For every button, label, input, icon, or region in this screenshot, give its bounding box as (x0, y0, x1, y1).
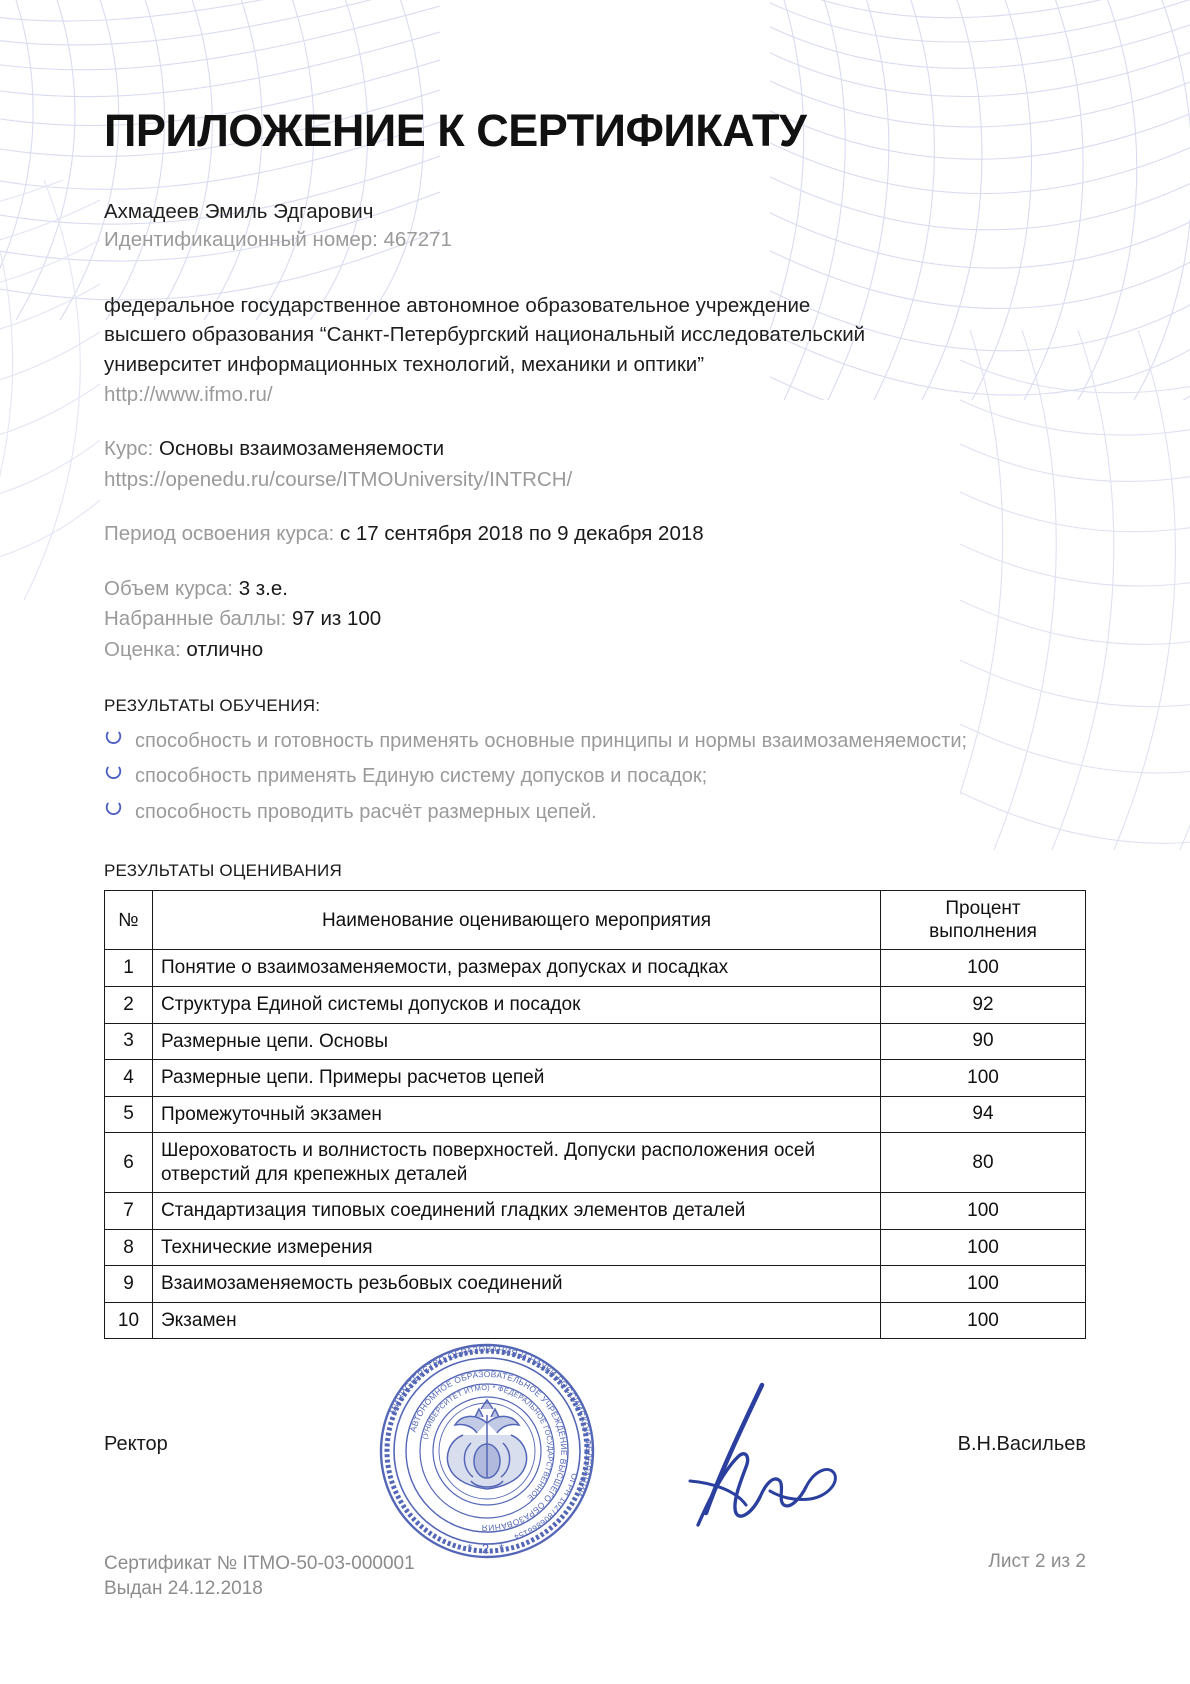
column-header-percent-line1: Процент (945, 898, 1021, 920)
row-number: 10 (105, 1302, 153, 1339)
organization-line-2: высшего образования “Санкт-Петербургский национальный исследовательский (104, 323, 866, 347)
signature-row (104, 1344, 1086, 1557)
row-number: 7 (105, 1193, 153, 1230)
organization-line-1: федеральное государственное автономное образовательное учреждение (104, 293, 811, 317)
page-title: ПРИЛОЖЕНИЕ К СЕРТИФИКАТУ (104, 105, 807, 156)
table-row (105, 1266, 1086, 1303)
svg-text:(УНИВЕРСИТЕТ ИТМО) * ФЕДЕРАЛЬН: (УНИВЕРСИТЕТ ИТМО) * ФЕДЕРАЛЬНОЕ ГОСУДАРСТВЕННОЕ (420, 1383, 556, 1503)
list-item (104, 725, 1086, 757)
course-mark-label: Оценка: (104, 638, 181, 662)
course-points-row (104, 604, 1086, 635)
list-item (104, 760, 1086, 792)
row-number: 5 (105, 1096, 153, 1133)
learning-outcome-text: способность применять Единую систему допусков и посадок; (135, 765, 708, 788)
organization-line-3: университет информационных технологий, механики и оптики” (104, 353, 705, 376)
row-activity-name: Шероховатость и волнистость поверхностей. Допуски расположения осей отверстий для крепежных деталей (153, 1133, 881, 1193)
row-number: 3 (105, 1023, 153, 1060)
course-mark-value: отлично (186, 638, 264, 662)
column-header-activity-name: Наименование оценивающего мероприятия (153, 891, 881, 950)
course-period-row (104, 519, 1086, 550)
row-activity-name: Понятие о взаимозаменяемости, размерах допусках и посадках (153, 950, 881, 987)
assessment-results-table (104, 890, 1086, 1339)
table-row (105, 1023, 1086, 1060)
course-label: Курс: (104, 437, 154, 461)
learning-outcome-text: способность проводить расчёт размерных цепей. (135, 800, 597, 823)
page-footer (104, 1551, 1086, 1602)
table-row (105, 1060, 1086, 1097)
row-activity-name: Взаимозаменяемость резьбовых соединений (153, 1266, 881, 1303)
svg-text:АВТОНОМНОЕ ОБРАЗОВАТЕЛЬНОЕ УЧР: АВТОНОМНОЕ ОБРАЗОВАТЕЛЬНОЕ УЧРЕЖДЕНИЕ ВЫСШЕГО ОБРАЗОВАНИЯ (407, 1369, 570, 1534)
row-percent: 100 (881, 1193, 1086, 1230)
row-percent: 100 (881, 1302, 1086, 1339)
table-row (105, 1096, 1086, 1133)
table-row (105, 1229, 1086, 1266)
table-row (105, 1133, 1086, 1193)
column-header-percent-line2: выполнения (929, 921, 1037, 943)
course-volume-row (104, 574, 1086, 605)
organization-block (104, 291, 1086, 410)
svg-text:* 2 *: * 2 * (467, 1541, 507, 1557)
course-volume-label: Объем курса: (104, 576, 233, 600)
row-activity-name: Экзамен (153, 1302, 881, 1339)
course-name-row (104, 434, 1086, 465)
assessment-results-heading: РЕЗУЛЬТАТЫ ОЦЕНИВАНИЯ (104, 861, 342, 881)
course-period-value: с 17 сентября 2018 по 9 декабря 2018 (339, 521, 704, 545)
column-header-percent (881, 891, 1086, 950)
course-period-label: Период освоения курса: (104, 521, 335, 545)
signatory-role: Ректор (104, 1433, 168, 1456)
row-activity-name: Промежуточный экзамен (153, 1096, 881, 1133)
arc-bullet-icon (105, 730, 122, 747)
course-period-block (104, 519, 1086, 550)
row-percent: 90 (881, 1023, 1086, 1060)
table-row (105, 986, 1086, 1023)
row-number: 4 (105, 1060, 153, 1097)
course-url[interactable]: https://openedu.ru/course/ITMOUniversity/INTRCH/ (104, 468, 573, 492)
handwritten-signature-icon (594, 1363, 864, 1533)
table-header-row (105, 891, 1086, 950)
course-volume-value: 3 з.е. (238, 576, 288, 600)
arc-bullet-icon (105, 765, 122, 782)
row-percent: 100 (881, 1229, 1086, 1266)
course-points-label: Набранные баллы: (104, 607, 287, 631)
svg-text:МИНИСТЕРСТВО ОБРАЗОВАНИЯ И НАУ: МИНИСТЕРСТВО ОБРАЗОВАНИЯ И НАУКИ РОССИЙСКОЙ ФЕДЕРАЦИИ (387, 1344, 595, 1499)
row-number: 1 (105, 950, 153, 987)
certificate-issue-date: Выдан 24.12.2018 (104, 1578, 263, 1600)
svg-text:ОГРН 1027806868154: ОГРН 1027806868154 (512, 1472, 580, 1543)
organization-url[interactable]: http://www.ifmo.ru/ (104, 382, 273, 406)
row-percent: 80 (881, 1133, 1086, 1193)
row-percent: 100 (881, 950, 1086, 987)
row-activity-name: Технические измерения (153, 1229, 881, 1266)
course-stats-block (104, 574, 1086, 666)
signatory-name: В.Н.Васильев (957, 1433, 1086, 1456)
row-percent: 94 (881, 1096, 1086, 1133)
row-number: 6 (105, 1133, 153, 1193)
learning-outcomes-heading: РЕЗУЛЬТАТЫ ОБУЧЕНИЯ: (104, 695, 321, 715)
row-number: 9 (105, 1266, 153, 1303)
row-percent: 100 (881, 1266, 1086, 1303)
official-seal-icon (367, 1331, 607, 1571)
column-header-number: № (105, 891, 153, 950)
learning-outcome-text: способность и готовность применять основные принципы и нормы взаимозаменяемости; (135, 729, 968, 752)
row-percent: 100 (881, 1060, 1086, 1097)
list-item (104, 796, 1086, 828)
row-activity-name: Размерные цепи. Основы (153, 1023, 881, 1060)
arc-bullet-icon (105, 801, 122, 818)
learning-outcomes-list (104, 725, 1086, 828)
footer-left-block (104, 1551, 415, 1602)
row-activity-name: Размерные цепи. Примеры расчетов цепей (153, 1060, 881, 1097)
course-block (104, 434, 1086, 494)
course-mark-row (104, 635, 1086, 666)
course-points-value: 97 из 100 (291, 607, 382, 631)
student-identification-number: Идентификационный номер: 467271 (104, 228, 452, 252)
row-number: 2 (105, 986, 153, 1023)
row-activity-name: Стандартизация типовых соединений гладких элементов деталей (153, 1193, 881, 1230)
row-percent: 92 (881, 986, 1086, 1023)
person-block (104, 198, 1086, 255)
certificate-number: Сертификат № ITMO-50-03-000001 (104, 1552, 415, 1574)
table-row (105, 950, 1086, 987)
row-activity-name: Структура Единой системы допусков и посадок (153, 986, 881, 1023)
page-number: Лист 2 из 2 (988, 1550, 1086, 1572)
course-name: Основы взаимозаменяемости (159, 437, 445, 461)
student-name: Ахмадеев Эмиль Эдгарович (104, 200, 374, 223)
row-number: 8 (105, 1229, 153, 1266)
table-row (105, 1193, 1086, 1230)
